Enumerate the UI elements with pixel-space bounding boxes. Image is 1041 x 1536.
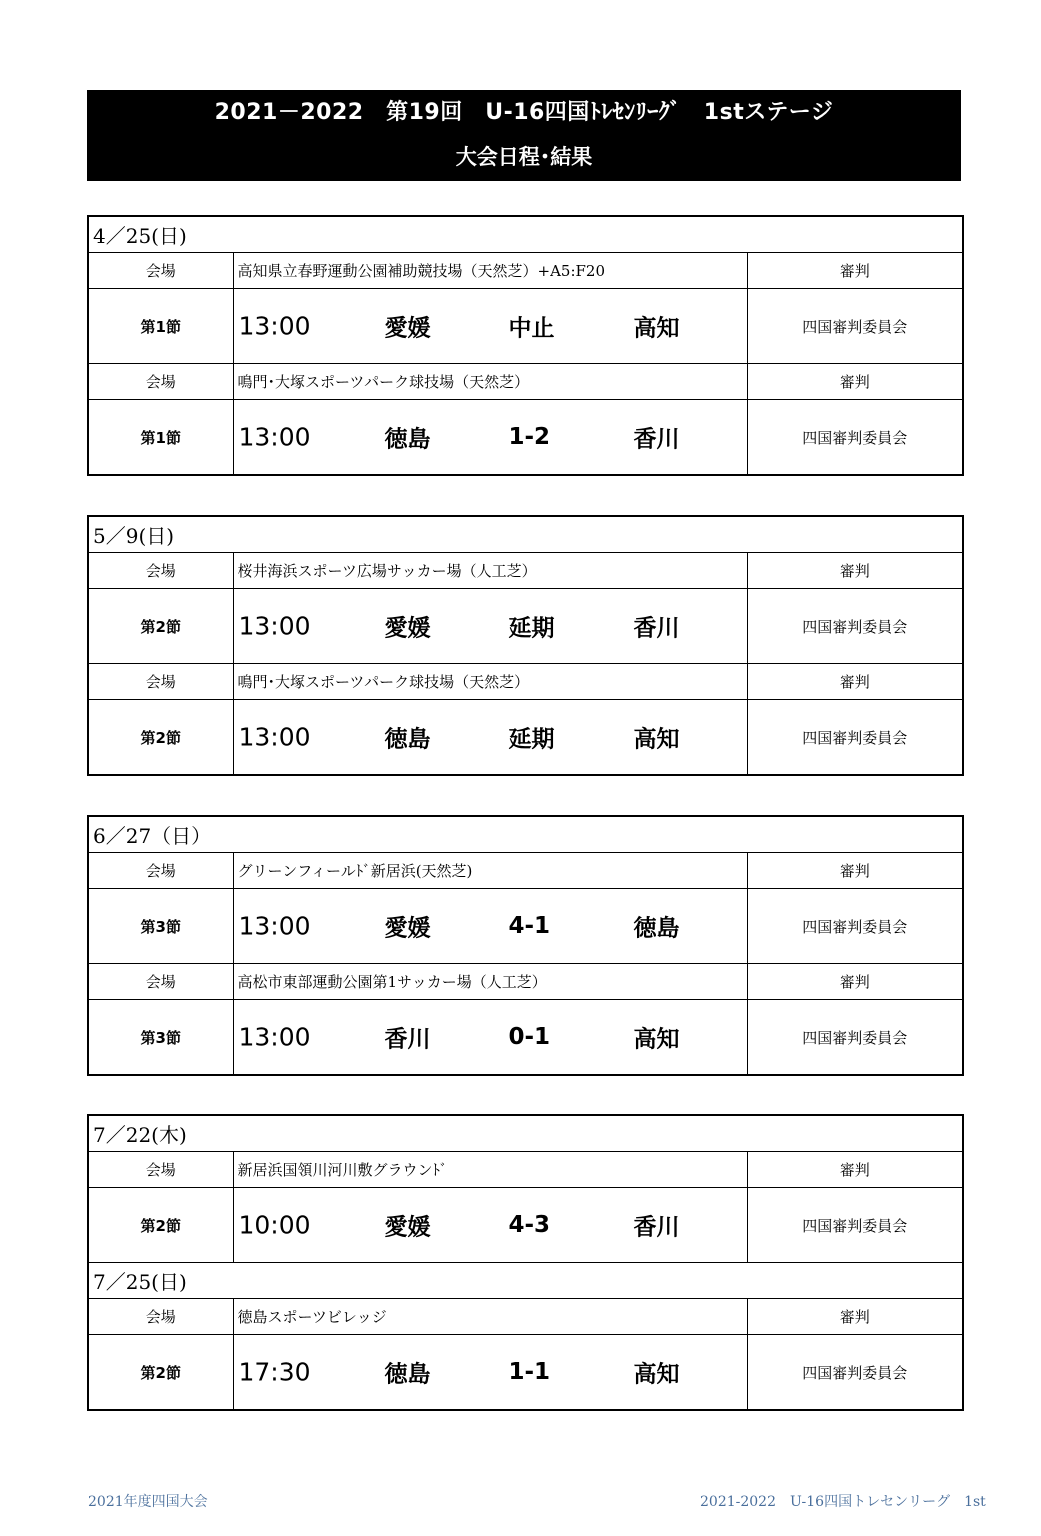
kickoff-time: 17:30 (238, 1357, 311, 1387)
referee-label: 審判 (747, 553, 963, 589)
match-row (88, 1335, 963, 1411)
kickoff-time: 13:00 (238, 611, 311, 641)
page-title: 2021－2022 第19回 U-16四国ﾄﾚｾﾝﾘｰｸﾞ 1stステージ (214, 100, 834, 125)
kickoff-time: 10:00 (238, 1210, 311, 1240)
round-label: 第1節 (88, 400, 233, 476)
round-label: 第3節 (88, 889, 233, 964)
venue-label: 会場 (88, 1152, 233, 1188)
match-info (233, 289, 747, 364)
match-score: 中止 (508, 315, 555, 342)
match-row (88, 700, 963, 776)
match-row (88, 289, 963, 364)
referee-label: 審判 (747, 853, 963, 889)
venue-name: 徳島スポーツビレッジ (233, 1299, 747, 1335)
home-team: 香川 (384, 1026, 431, 1053)
referee-label: 審判 (747, 664, 963, 700)
referee-label: 審判 (747, 1152, 963, 1188)
match-info (233, 1188, 747, 1263)
date-heading: 7／22(木) (88, 1115, 963, 1152)
day-table (87, 215, 964, 476)
kickoff-time: 13:00 (238, 1022, 311, 1052)
referee-name: 四国審判委員会 (747, 889, 963, 964)
day-table (87, 1114, 964, 1411)
venue-row (88, 364, 963, 400)
venue-label: 会場 (88, 253, 233, 289)
venue-name: 新居浜国領川河川敷グラウンﾄﾞ (233, 1152, 747, 1188)
venue-row (88, 853, 963, 889)
venue-label: 会場 (88, 964, 233, 1000)
venue-row (88, 664, 963, 700)
venue-name: 高知県立春野運動公園補助競技場（天然芝）+A5:F20 (233, 253, 747, 289)
venue-label: 会場 (88, 553, 233, 589)
match-info (233, 889, 747, 964)
home-team: 徳島 (384, 426, 431, 453)
match-score: 延期 (508, 615, 555, 642)
match-score: 4-3 (508, 1212, 551, 1238)
home-team: 徳島 (384, 1361, 431, 1388)
date-heading: 5／9(日) (88, 516, 963, 553)
page-subtitle: 大会日程･結果 (455, 145, 593, 169)
footer-right: 2021-2022 U-16四国トレセンリーグ 1st (700, 1494, 986, 1510)
venue-name: 高松市東部運動公園第1サッカー場（人工芝） (233, 964, 747, 1000)
home-team: 愛媛 (384, 915, 431, 942)
away-team: 香川 (633, 1214, 680, 1241)
match-row (88, 1000, 963, 1076)
match-row (88, 1188, 963, 1263)
match-row (88, 400, 963, 476)
referee-name: 四国審判委員会 (747, 589, 963, 664)
day-table (87, 815, 964, 1076)
referee-name: 四国審判委員会 (747, 1335, 963, 1411)
venue-name: 鳴門･大塚スポーツパーク球技場（天然芝） (233, 664, 747, 700)
referee-name: 四国審判委員会 (747, 1188, 963, 1263)
date-heading: 6／27（日） (88, 816, 963, 853)
away-team: 香川 (633, 426, 680, 453)
home-team: 愛媛 (384, 1214, 431, 1241)
home-team: 徳島 (384, 726, 431, 753)
venue-name: 鳴門･大塚スポーツパーク球技場（天然芝） (233, 364, 747, 400)
match-score: 1-1 (508, 1359, 551, 1385)
footer-left: 2021年度四国大会 (88, 1494, 208, 1510)
away-team: 高知 (633, 726, 680, 753)
venue-name: グリーンフィールﾄﾞ新居浜(天然芝) (233, 853, 747, 889)
away-team: 徳島 (633, 915, 680, 942)
referee-label: 審判 (747, 964, 963, 1000)
page-header (87, 90, 961, 181)
match-info (233, 1335, 747, 1411)
venue-label: 会場 (88, 1299, 233, 1335)
match-score: 0-1 (508, 1024, 551, 1050)
referee-label: 審判 (747, 1299, 963, 1335)
date-heading: 4／25(日) (88, 216, 963, 253)
day-table (87, 515, 964, 776)
referee-label: 審判 (747, 364, 963, 400)
referee-label: 審判 (747, 253, 963, 289)
venue-name: 桜井海浜スポーツ広場サッカー場（人工芝） (233, 553, 747, 589)
venue-row (88, 964, 963, 1000)
venue-row (88, 553, 963, 589)
venue-row (88, 253, 963, 289)
referee-name: 四国審判委員会 (747, 289, 963, 364)
home-team: 愛媛 (384, 615, 431, 642)
referee-name: 四国審判委員会 (747, 400, 963, 476)
round-label: 第2節 (88, 589, 233, 664)
away-team: 香川 (633, 615, 680, 642)
match-row (88, 889, 963, 964)
round-label: 第2節 (88, 1188, 233, 1263)
away-team: 高知 (633, 315, 680, 342)
match-info (233, 1000, 747, 1076)
venue-label: 会場 (88, 364, 233, 400)
kickoff-time: 13:00 (238, 422, 311, 452)
venue-row (88, 1299, 963, 1335)
kickoff-time: 13:00 (238, 311, 311, 341)
referee-name: 四国審判委員会 (747, 700, 963, 776)
match-row (88, 589, 963, 664)
venue-label: 会場 (88, 664, 233, 700)
round-label: 第1節 (88, 289, 233, 364)
kickoff-time: 13:00 (238, 722, 311, 752)
away-team: 高知 (633, 1361, 680, 1388)
venue-label: 会場 (88, 853, 233, 889)
round-label: 第3節 (88, 1000, 233, 1076)
match-score: 4-1 (508, 913, 551, 939)
match-score: 1-2 (508, 424, 551, 450)
date-heading: 7／25(日) (88, 1263, 963, 1299)
away-team: 高知 (633, 1026, 680, 1053)
home-team: 愛媛 (384, 315, 431, 342)
match-info (233, 589, 747, 664)
round-label: 第2節 (88, 700, 233, 776)
match-info (233, 700, 747, 776)
match-score: 延期 (508, 726, 555, 753)
kickoff-time: 13:00 (238, 911, 311, 941)
match-info (233, 400, 747, 476)
venue-row (88, 1152, 963, 1188)
round-label: 第2節 (88, 1335, 233, 1411)
referee-name: 四国審判委員会 (747, 1000, 963, 1076)
